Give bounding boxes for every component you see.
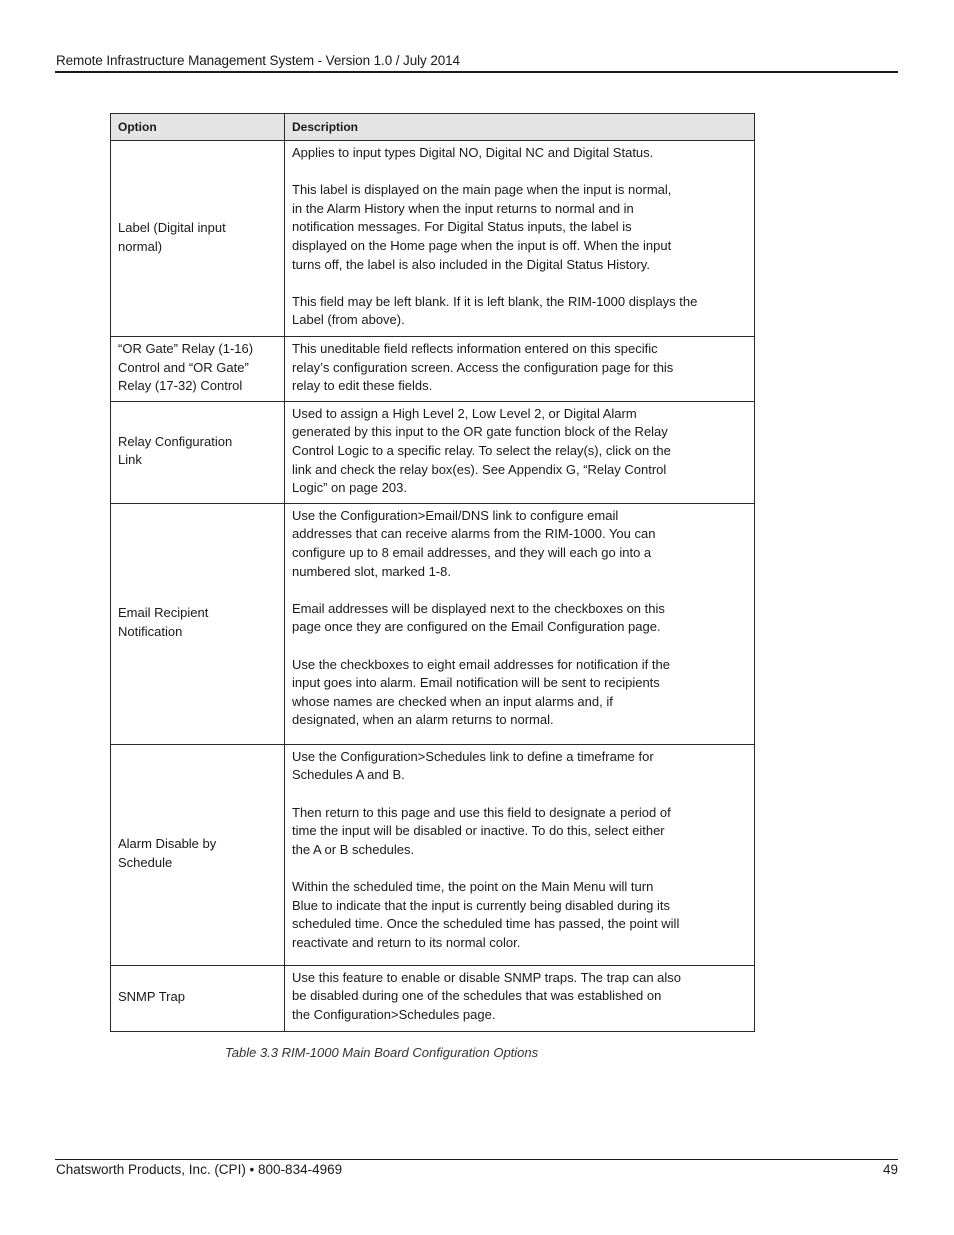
description-paragraph: Applies to input types Digital NO, Digital NC and Digital Status. xyxy=(292,145,654,160)
option-label: SNMP Trap xyxy=(118,988,185,1004)
description-cell xyxy=(285,401,755,503)
footer-rule xyxy=(55,1159,898,1160)
running-header: Remote Infrastructure Management System - Version 1.0 / July 2014 xyxy=(56,53,460,68)
configuration-options-table xyxy=(110,113,755,1032)
option-label: Label (Digital input normal) xyxy=(118,219,226,254)
description-paragraph: Use the checkboxes to eight email addresses for notification if the input goes into alarm. Email notification will be sent to recipients whose names are checked when an input alarms and, if designated, when an alarm returns to normal. xyxy=(292,656,670,728)
description-paragraph: Use the Configuration>Email/DNS link to configure email addresses that can receive alarms from the RIM-1000. You can configure up to 8 email addresses, and they will each go into a numbered slot, marked 1-8. xyxy=(292,507,656,579)
table-row xyxy=(111,337,755,402)
description-cell xyxy=(285,337,755,402)
header-rule xyxy=(55,71,898,73)
option-label: Email Recipient Notification xyxy=(118,605,209,639)
description-paragraph: Then return to this page and use this field to designate a period of time the input will be disabled or inactive. To do this, select either the A or B schedules. xyxy=(292,804,671,857)
description-cell xyxy=(285,744,755,965)
description-paragraph: This field may be left blank. If it is left blank, the RIM-1000 displays the Label (from above). xyxy=(292,293,698,328)
table-row xyxy=(111,744,755,965)
option-label: Alarm Disable by Schedule xyxy=(118,836,217,870)
description-paragraph: Use the Configuration>Schedules link to define a timeframe for Schedules A and B. xyxy=(292,748,654,783)
option-cell xyxy=(111,337,285,402)
table-row xyxy=(111,965,755,1031)
description-cell xyxy=(285,141,755,337)
description-cell xyxy=(285,503,755,744)
option-cell xyxy=(111,503,285,744)
option-label: “OR Gate” Relay (1-16) Control and “OR Gate” Relay (17-32) Control xyxy=(118,341,254,394)
description-paragraph: This uneditable field reflects information entered on this specific relay’s configuration screen. Access the configuration page for this relay to edit these fields. xyxy=(292,341,674,394)
option-cell xyxy=(111,965,285,1031)
table-row xyxy=(111,503,755,744)
option-label: Relay Configuration Link xyxy=(118,433,233,468)
table-row xyxy=(111,401,755,503)
table-caption: Table 3.3 RIM-1000 Main Board Configuration Options xyxy=(225,1045,539,1060)
description-paragraph: This label is displayed on the main page when the input is normal, in the Alarm History when the input returns to normal and in notification messages. For Digital Status inputs, the label is displayed on the Home page when the input is off. When the input turns off, the label is also included in the Digital Status History. xyxy=(292,182,672,272)
footer-company-info: Chatsworth Products, Inc. (CPI) • 800-834-4969 xyxy=(56,1162,343,1177)
table-header-row xyxy=(111,114,755,141)
option-cell xyxy=(111,744,285,965)
description-paragraph: Use this feature to enable or disable SNMP traps. The trap can also be disabled during one of the schedules that was established on the Configuration>Schedules page. xyxy=(292,969,682,1022)
description-paragraph: Used to assign a High Level 2, Low Level 2, or Digital Alarm generated by this input to the OR gate function block of the Relay Control Logic to a specific relay. To select the relay(s), click on the link and check the relay box(es). See Appendix G, “Relay Control Logic” on page 203. xyxy=(292,405,671,496)
page-number: 49 xyxy=(882,1162,898,1177)
description-paragraph: Within the scheduled time, the point on the Main Menu will turn Blue to indicate that the input is currently being disabled during its scheduled time. Once the scheduled time has passed, the point will reactivate and return to its normal color. xyxy=(292,878,680,950)
option-cell xyxy=(111,141,285,337)
description-paragraph: Email addresses will be displayed next to the checkboxes on this page once they are configured on the Email Configuration page. xyxy=(292,600,665,635)
column-header-option: Option xyxy=(111,114,285,141)
description-cell xyxy=(285,965,755,1031)
column-header-description: Description xyxy=(285,114,755,141)
option-cell xyxy=(111,401,285,503)
table-row xyxy=(111,141,755,337)
